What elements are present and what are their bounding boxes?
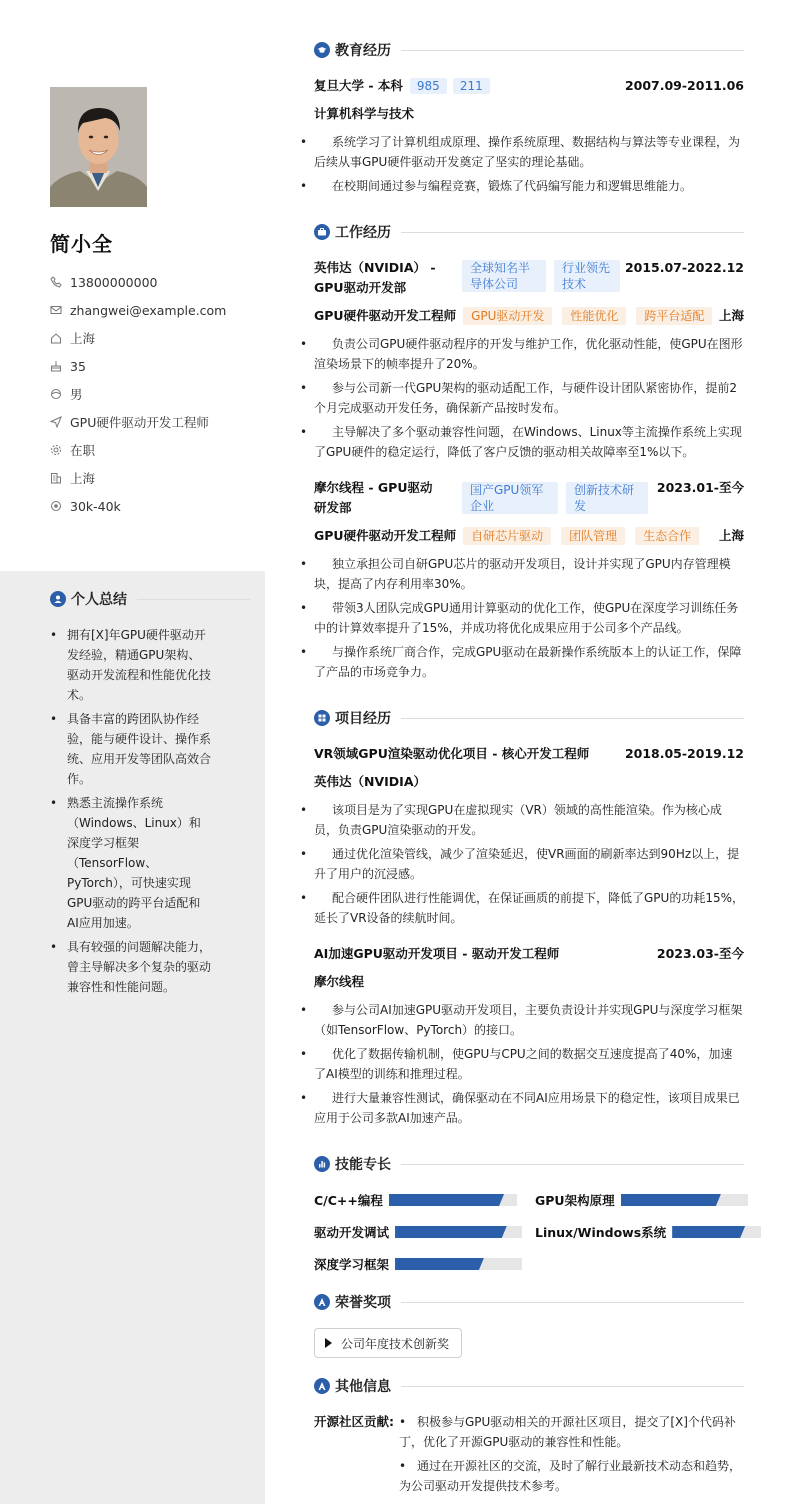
skill-tag: 生态合作 xyxy=(635,527,699,545)
info-age xyxy=(50,352,250,380)
job-bullets xyxy=(314,334,744,466)
divider xyxy=(401,1302,744,1303)
skill-tag: 自研芯片驱动 xyxy=(463,527,551,545)
job-date: 2015.07-2022.12 xyxy=(624,260,744,275)
project-bullets xyxy=(314,1000,744,1132)
award-label: 公司年度技术创新奖 xyxy=(341,1336,450,1351)
tag: 国产GPU领军企业 xyxy=(462,482,558,514)
location-value: 上海 xyxy=(70,331,96,346)
list-item: • 配合硬件团队进行性能调优，在保证画质的前提下，降低了GPU的功耗15%，延长了VR设备的续航时间。 xyxy=(314,888,744,928)
list-item: • 带领3人团队完成GPU通用计算驱动的优化工作，使GPU在深度学习训练任务中的计算效率提升了15%，并成功将优化成果应用于公司多个产品线。 xyxy=(314,598,744,638)
gear-icon xyxy=(50,444,62,456)
list-item: • 优化了数据传输机制，使GPU与CPU之间的数据交互速度提高了40%，加速了AI模型的训练和推理过程。 xyxy=(314,1044,744,1084)
award-icon xyxy=(314,1294,330,1310)
home-icon xyxy=(50,332,62,344)
summary-header xyxy=(50,589,250,609)
job-city: 上海 xyxy=(718,528,744,543)
skill-bar xyxy=(672,1226,761,1238)
job-bullets xyxy=(314,554,744,686)
gender-value: 男 xyxy=(70,387,83,402)
send-icon xyxy=(50,416,62,428)
other-label: 开源社区贡献: xyxy=(314,1414,394,1429)
divider xyxy=(401,718,744,719)
divider xyxy=(137,599,250,600)
info-gender xyxy=(50,380,250,408)
skill-bar xyxy=(395,1258,522,1270)
education-bullets xyxy=(314,132,744,200)
list-item: • 主导解决了多个驱动兼容性问题，在Windows、Linux等主流操作系统上实现了GPU硬件的稳定运行，降低了客户反馈的驱动相关故障率至1%以下。 xyxy=(314,422,744,462)
sidebar xyxy=(0,0,265,1504)
age-value: 35 xyxy=(70,358,86,374)
info-target-city xyxy=(50,464,250,492)
list-item: • 独立承担公司自研GPU芯片的驱动开发项目，设计并实现了GPU内存管理模块，提高了内存利用率30%。 xyxy=(314,554,744,594)
project-entry xyxy=(314,944,744,964)
skill-bar xyxy=(621,1194,748,1206)
role-title: GPU硬件驱动开发工程师 xyxy=(314,528,457,543)
briefcase-icon xyxy=(314,224,330,240)
job-entry xyxy=(314,478,744,518)
honors-header xyxy=(314,1292,744,1312)
award-icon xyxy=(314,1378,330,1394)
skill-fill xyxy=(395,1226,507,1238)
grid-icon xyxy=(314,710,330,726)
projects-title: 项目经历 xyxy=(335,711,391,727)
company-name: 英伟达（NVIDIA） - GPU驱动开发部 xyxy=(314,260,436,295)
list-item: • 负责公司GPU硬件驱动程序的开发与维护工作，优化驱动性能，使GPU在图形渲染场景下的帧率提升了20%。 xyxy=(314,334,744,374)
role-title: GPU硬件驱动开发工程师 xyxy=(314,308,457,323)
tag: 全球知名半导体公司 xyxy=(462,260,546,292)
list-item: • 熟悉主流操作系统（Windows、Linux）和深度学习框架（TensorFlow、PyTorch），可快速实现GPU驱动的跨平台适配和AI应用加速。 xyxy=(50,793,212,933)
avatar xyxy=(50,87,147,207)
skill-item xyxy=(314,1225,522,1239)
skill-label: 驱动开发调试 xyxy=(314,1225,390,1240)
tag: 985 xyxy=(410,78,447,94)
play-icon xyxy=(325,1338,332,1348)
list-item: • 进行大量兼容性测试，确保驱动在不同AI应用场景下的稳定性，该项目成果已应用于公司多款AI加速产品。 xyxy=(314,1088,744,1128)
role-row xyxy=(314,526,744,546)
education-entry xyxy=(314,76,744,96)
list-item: • 该项目是为了实现GPU在虚拟现实（VR）领域的高性能渲染。作为核心成员，负责GPU渲染驱动的开发。 xyxy=(314,800,744,840)
list-item: • 通过在开源社区的交流，及时了解行业最新技术动态和趋势，为公司驱动开发提供技术参考。 xyxy=(399,1456,744,1496)
phone-icon xyxy=(50,276,62,288)
work-header xyxy=(314,222,744,242)
list-item: • 参与公司AI加速GPU驱动开发项目，主要负责设计并实现GPU与深度学习框架（如TensorFlow、PyTorch）的接口。 xyxy=(314,1000,744,1040)
project-name: AI加速GPU驱动开发项目 - 驱动开发工程师 xyxy=(314,946,560,961)
tag: 行业领先技术 xyxy=(554,260,620,292)
info-location xyxy=(50,324,250,352)
mail-icon xyxy=(50,304,62,316)
award-item[interactable] xyxy=(314,1328,462,1358)
salary-value: 30k-40k xyxy=(70,498,121,514)
project-company: 英伟达（NVIDIA） xyxy=(314,774,426,789)
info-phone xyxy=(50,268,250,296)
skill-fill xyxy=(672,1226,745,1238)
project-entry xyxy=(314,744,744,764)
job-entry xyxy=(314,258,744,298)
skill-label: 深度学习框架 xyxy=(314,1257,390,1272)
list-item: • 积极参与GPU驱动相关的开源社区项目，提交了[X]个代码补丁，优化了开源GPU驱动的兼容性和性能。 xyxy=(399,1412,744,1452)
skill-tag: 性能优化 xyxy=(562,307,626,325)
skill-item xyxy=(535,1193,748,1207)
other-list xyxy=(399,1412,744,1500)
project-date: 2023.03-至今 xyxy=(656,946,744,961)
list-item: • 具有较强的问题解决能力，曾主导解决多个复杂的驱动兼容性和性能问题。 xyxy=(50,937,212,997)
summary-title: 个人总结 xyxy=(71,592,127,608)
skill-tag: 跨平台适配 xyxy=(636,307,712,325)
other-header xyxy=(314,1376,744,1396)
job-date: 2023.01-至今 xyxy=(656,480,744,495)
tag: 创新技术研发 xyxy=(566,482,648,514)
info-status xyxy=(50,436,250,464)
position-value: GPU硬件驱动开发工程师 xyxy=(70,415,209,430)
summary-list xyxy=(50,625,212,1001)
skill-label: Linux/Windows系统 xyxy=(535,1225,667,1240)
other-title: 其他信息 xyxy=(335,1379,391,1395)
skills-title: 技能专长 xyxy=(335,1157,391,1173)
info-position xyxy=(50,408,250,436)
candidate-name: 简小全 xyxy=(50,232,113,256)
divider xyxy=(401,232,744,233)
list-item: • 系统学习了计算机组成原理、操作系统原理、数据结构与算法等专业课程，为后续从事GPU硬件驱动开发奠定了坚实的理论基础。 xyxy=(314,132,744,172)
role-row xyxy=(314,306,744,326)
status-value: 在职 xyxy=(70,443,96,458)
skill-label: GPU架构原理 xyxy=(535,1193,615,1208)
bar-chart-icon xyxy=(314,1156,330,1172)
skill-item xyxy=(314,1257,522,1271)
skill-bar xyxy=(389,1194,517,1206)
info-salary xyxy=(50,492,250,520)
project-company: 摩尔线程 xyxy=(314,974,365,989)
skill-fill xyxy=(389,1194,504,1206)
list-item: • 通过优化渲染管线，减少了渲染延迟，使VR画面的刷新率达到90Hz以上，提升了用户的沉浸感。 xyxy=(314,844,744,884)
list-item: • 在校期间通过参与编程竞赛，锻炼了代码编写能力和逻辑思维能力。 xyxy=(314,176,744,196)
projects-header xyxy=(314,708,744,728)
project-bullets xyxy=(314,800,744,932)
contact-info xyxy=(50,268,250,520)
work-title: 工作经历 xyxy=(335,225,391,241)
phone-value: 13800000000 xyxy=(70,274,158,290)
cake-icon xyxy=(50,360,62,372)
graduation-cap-icon xyxy=(314,42,330,58)
list-item: • 拥有[X]年GPU硬件驱动开发经验，精通GPU架构、驱动开发流程和性能优化技术。 xyxy=(50,625,212,705)
company-name: 摩尔线程 - GPU驱动研发部 xyxy=(314,480,433,515)
skill-label: C/C++编程 xyxy=(314,1193,383,1208)
skill-tag: GPU驱动开发 xyxy=(463,307,552,325)
divider xyxy=(401,50,744,51)
major: 计算机科学与技术 xyxy=(314,106,415,121)
project-date: 2018.05-2019.12 xyxy=(624,746,744,761)
education-header xyxy=(314,40,744,60)
skills-header xyxy=(314,1154,744,1174)
school-name: 复旦大学 - 本科 xyxy=(314,78,403,93)
skill-item xyxy=(535,1225,761,1239)
divider xyxy=(401,1164,744,1165)
email-value: zhangwei@example.com xyxy=(70,302,227,318)
list-item: • 与操作系统厂商合作，完成GPU驱动在最新操作系统版本上的认证工作，保障了产品的市场竞争力。 xyxy=(314,642,744,682)
tag: 211 xyxy=(453,78,490,94)
job-city: 上海 xyxy=(718,308,744,323)
skill-tag: 团队管理 xyxy=(561,527,625,545)
skill-bar xyxy=(395,1226,522,1238)
education-date: 2007.09-2011.06 xyxy=(624,78,744,93)
skill-fill xyxy=(621,1194,721,1206)
coin-icon xyxy=(50,500,62,512)
skill-fill xyxy=(395,1258,484,1270)
target-city-value: 上海 xyxy=(70,471,96,486)
user-icon xyxy=(50,388,62,400)
divider xyxy=(401,1386,744,1387)
building-icon xyxy=(50,472,62,484)
person-icon xyxy=(50,591,66,607)
list-item: • 参与公司新一代GPU架构的驱动适配工作，与硬件设计团队紧密协作，提前2个月完成驱动开发任务，确保新产品按时发布。 xyxy=(314,378,744,418)
list-item: • 具备丰富的跨团队协作经验，能与硬件设计、操作系统、应用开发等团队高效合作。 xyxy=(50,709,212,789)
education-title: 教育经历 xyxy=(335,43,391,59)
project-name: VR领域GPU渲染驱动优化项目 - 核心开发工程师 xyxy=(314,746,590,761)
honors-title: 荣誉奖项 xyxy=(335,1295,391,1311)
skill-item xyxy=(314,1193,517,1207)
info-email xyxy=(50,296,250,324)
